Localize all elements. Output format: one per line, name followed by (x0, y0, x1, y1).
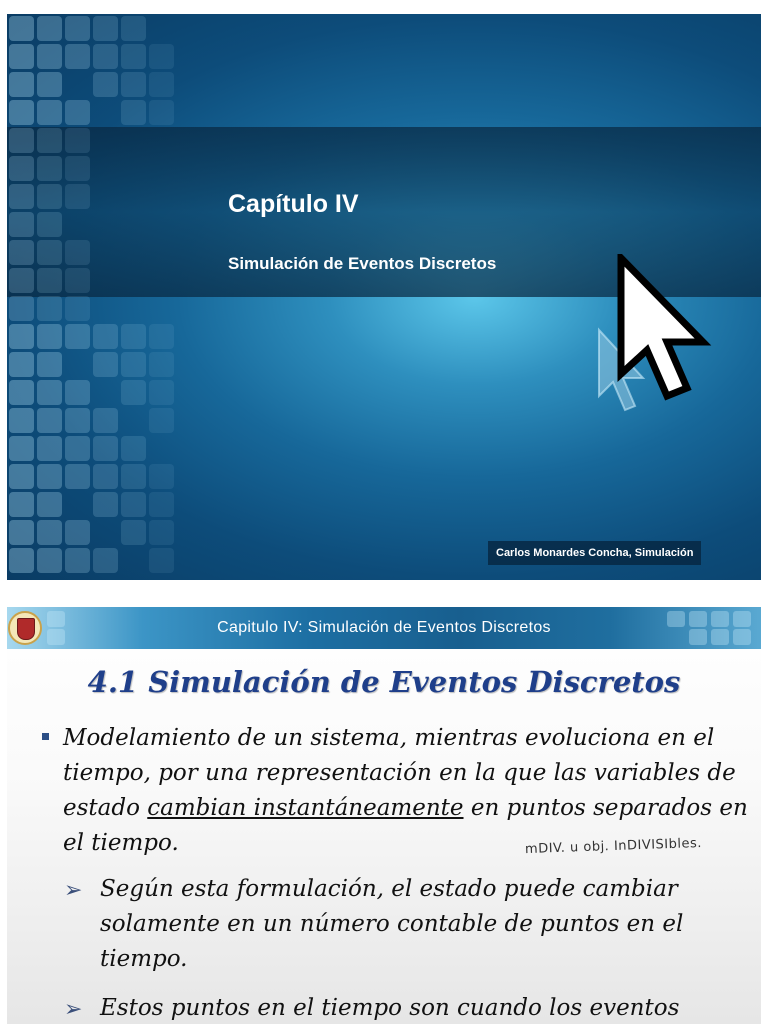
chapter-title: Capítulo IV (228, 190, 359, 218)
decorative-tiles (7, 14, 267, 580)
arrow-bullet-icon: ➢ (64, 877, 83, 902)
bullet-text: Modelamiento de un sistema, mientras evoluciona en el tiempo, por una representación en la que las variables de estado cambian instantáneamente en puntos separados en el tiempo. (63, 725, 748, 856)
arrow-bullet-icon: ➢ (64, 996, 83, 1021)
handwritten-note: mDIV. u obj. InDIVISIbles. (524, 835, 703, 858)
square-bullet-icon (42, 733, 49, 740)
underlined-phrase: cambian instantáneamente (147, 795, 464, 821)
title-slide (7, 14, 761, 580)
header-title: Capitulo IV: Simulación de Eventos Discretos (217, 619, 551, 636)
sub-bullet-1: Según esta formulación, el estado puede cambiar solamente en un número contable de puntos en el tiempo. (100, 876, 684, 972)
slide-header (7, 607, 761, 649)
author-credit: Carlos Monardes Concha, Simulación (488, 541, 701, 565)
cursor-arrow-icon (613, 254, 713, 404)
content-slide (7, 607, 761, 1024)
chapter-subtitle: Simulación de Eventos Discretos (228, 254, 497, 273)
sub-bullet-2: Estos puntos en el tiempo son cuando los eventos (100, 995, 680, 1021)
section-title: 4.1 Simulación de Eventos Discretos (87, 665, 681, 699)
